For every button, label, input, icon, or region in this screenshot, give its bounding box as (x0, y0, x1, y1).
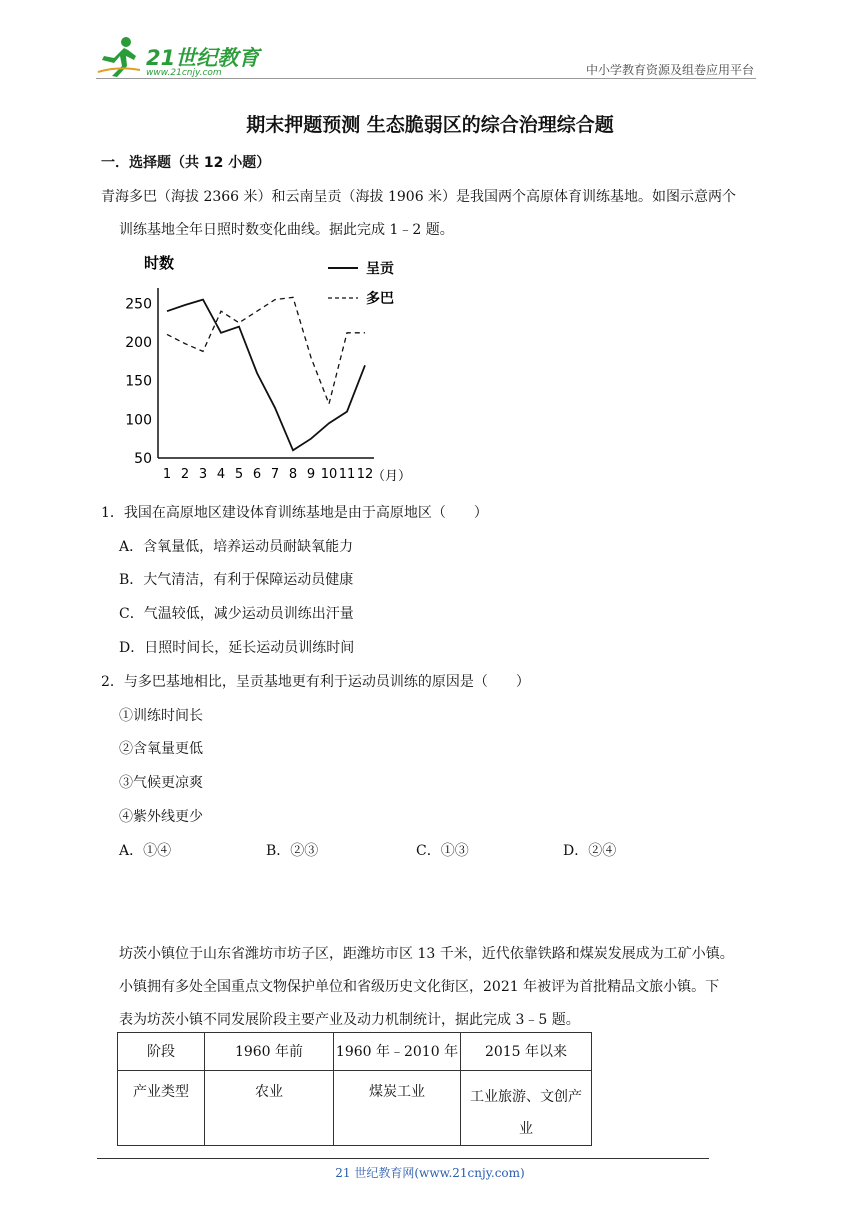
q2-item-3: ③气候更凉爽 (119, 775, 203, 791)
q2-item-2: ②含氧量更低 (119, 741, 203, 757)
x-tick-label: 6 (252, 467, 262, 482)
q1-stem: 1．我国在高原地区建设体育训练基地是由于高原地区（ ） (101, 505, 488, 521)
page-header (0, 0, 860, 86)
x-tick-label: 3 (198, 467, 208, 482)
passage2-line-1: 坊茨小镇位于山东省潍坊市坊子区，距潍坊市区 13 千米，近代依靠铁路和煤炭发展成为工矿小镇。 (119, 946, 734, 962)
x-tick-label: 1 (162, 467, 172, 482)
legend-label-duoba: 多巴 (366, 291, 394, 307)
intro-line-2: 训练基地全年日照时数变化曲线。据此完成 1﹣2 题。 (119, 222, 454, 238)
page-title: 期末押题预测 生态脆弱区的综合治理综合题 (246, 114, 614, 136)
q1-option-a[interactable]: A．含氧量低，培养运动员耐缺氧能力 (119, 539, 354, 555)
q1-option-c[interactable]: C．气温较低，减少运动员训练出汗量 (119, 606, 354, 622)
intro-line-1: 青海多巴（海拔 2366 米）和云南呈贡（海拔 1906 米）是我国两个高原体育训练基地。如图示意两个 (101, 189, 737, 205)
header-divider (96, 78, 756, 79)
logo-url: www.21cnjy.com (146, 68, 222, 78)
x-tick-label: 4 (216, 467, 226, 482)
table-header-cell: 阶段 (118, 1033, 205, 1071)
y-tick-label: 50 (134, 451, 152, 467)
y-tick-label: 150 (125, 373, 152, 390)
series-line-chenggong (167, 300, 365, 451)
y-tick-label: 250 (125, 296, 152, 313)
q1-option-d[interactable]: D．日照时间长，延长运动员训练时间 (119, 640, 355, 656)
y-tick-label: 200 (125, 335, 152, 352)
section-title: 一．选择题（共 12 小题） (101, 155, 271, 171)
passage2-line-3: 表为坊茨小镇不同发展阶段主要产业及动力机制统计，据此完成 3﹣5 题。 (119, 1012, 580, 1028)
footer-text: 21 世纪教育网(www.21cnjy.com) (335, 1166, 525, 1180)
q1-option-b[interactable]: B．大气清洁，有利于保障运动员健康 (119, 572, 354, 588)
footer-divider (97, 1158, 709, 1159)
q2-item-1: ①训练时间长 (119, 708, 203, 724)
x-tick-label: 10 (320, 467, 338, 482)
table-header-row (118, 1033, 592, 1071)
table-cell (461, 1071, 592, 1146)
x-tick-label: 8 (288, 467, 298, 482)
q2-option-c[interactable]: C．①③ (416, 843, 469, 859)
industry-stage-table (117, 1032, 592, 1146)
table-header-cell: 2015 年以来 (461, 1033, 592, 1071)
table-cell: 产业类型 (118, 1071, 205, 1146)
passage2-line-2: 小镇拥有多处全国重点文物保护单位和省级历史文化街区，2021 年被评为首批精品文旅小镇。下 (119, 979, 720, 995)
y-tick-label: 100 (125, 412, 152, 429)
table-cell: 农业 (205, 1071, 334, 1146)
q2-item-4: ④紫外线更少 (119, 809, 203, 825)
runner-logo-icon (96, 36, 142, 78)
x-tick-label: 11 (338, 467, 356, 482)
table-cell: 煤炭工业 (334, 1071, 461, 1146)
x-axis-unit: （月） (372, 469, 412, 484)
series-line-duoba (167, 297, 365, 404)
x-tick-label: 2 (180, 467, 190, 482)
q2-option-d[interactable]: D．②④ (563, 843, 617, 859)
q2-option-b[interactable]: B．②③ (266, 843, 319, 859)
legend-label-chenggong: 呈贡 (366, 261, 394, 277)
x-tick-label: 5 (234, 467, 244, 482)
x-tick-label: 9 (306, 467, 316, 482)
chart-legend (328, 260, 395, 307)
q2-stem: 2．与多巴基地相比，呈贡基地更有利于运动员训练的原因是（ ） (101, 674, 530, 690)
logo-text: 21世纪教育 (146, 46, 260, 70)
x-tick-label: 12 (356, 467, 374, 482)
table-row (118, 1071, 592, 1146)
sunshine-hours-chart (118, 248, 422, 488)
table-cell-line: 业 (519, 1121, 533, 1137)
q2-option-a[interactable]: A．①④ (119, 843, 172, 859)
platform-name: 中小学教育资源及组卷应用平台 (585, 63, 754, 77)
table-header-cell: 1960 年﹣2010 年 (334, 1033, 461, 1071)
x-tick-label: 7 (270, 467, 280, 482)
y-axis-label: 时数 (144, 254, 175, 272)
table-cell-line: 工业旅游、文创产 (470, 1089, 582, 1105)
table-header-cell: 1960 年前 (205, 1033, 334, 1071)
